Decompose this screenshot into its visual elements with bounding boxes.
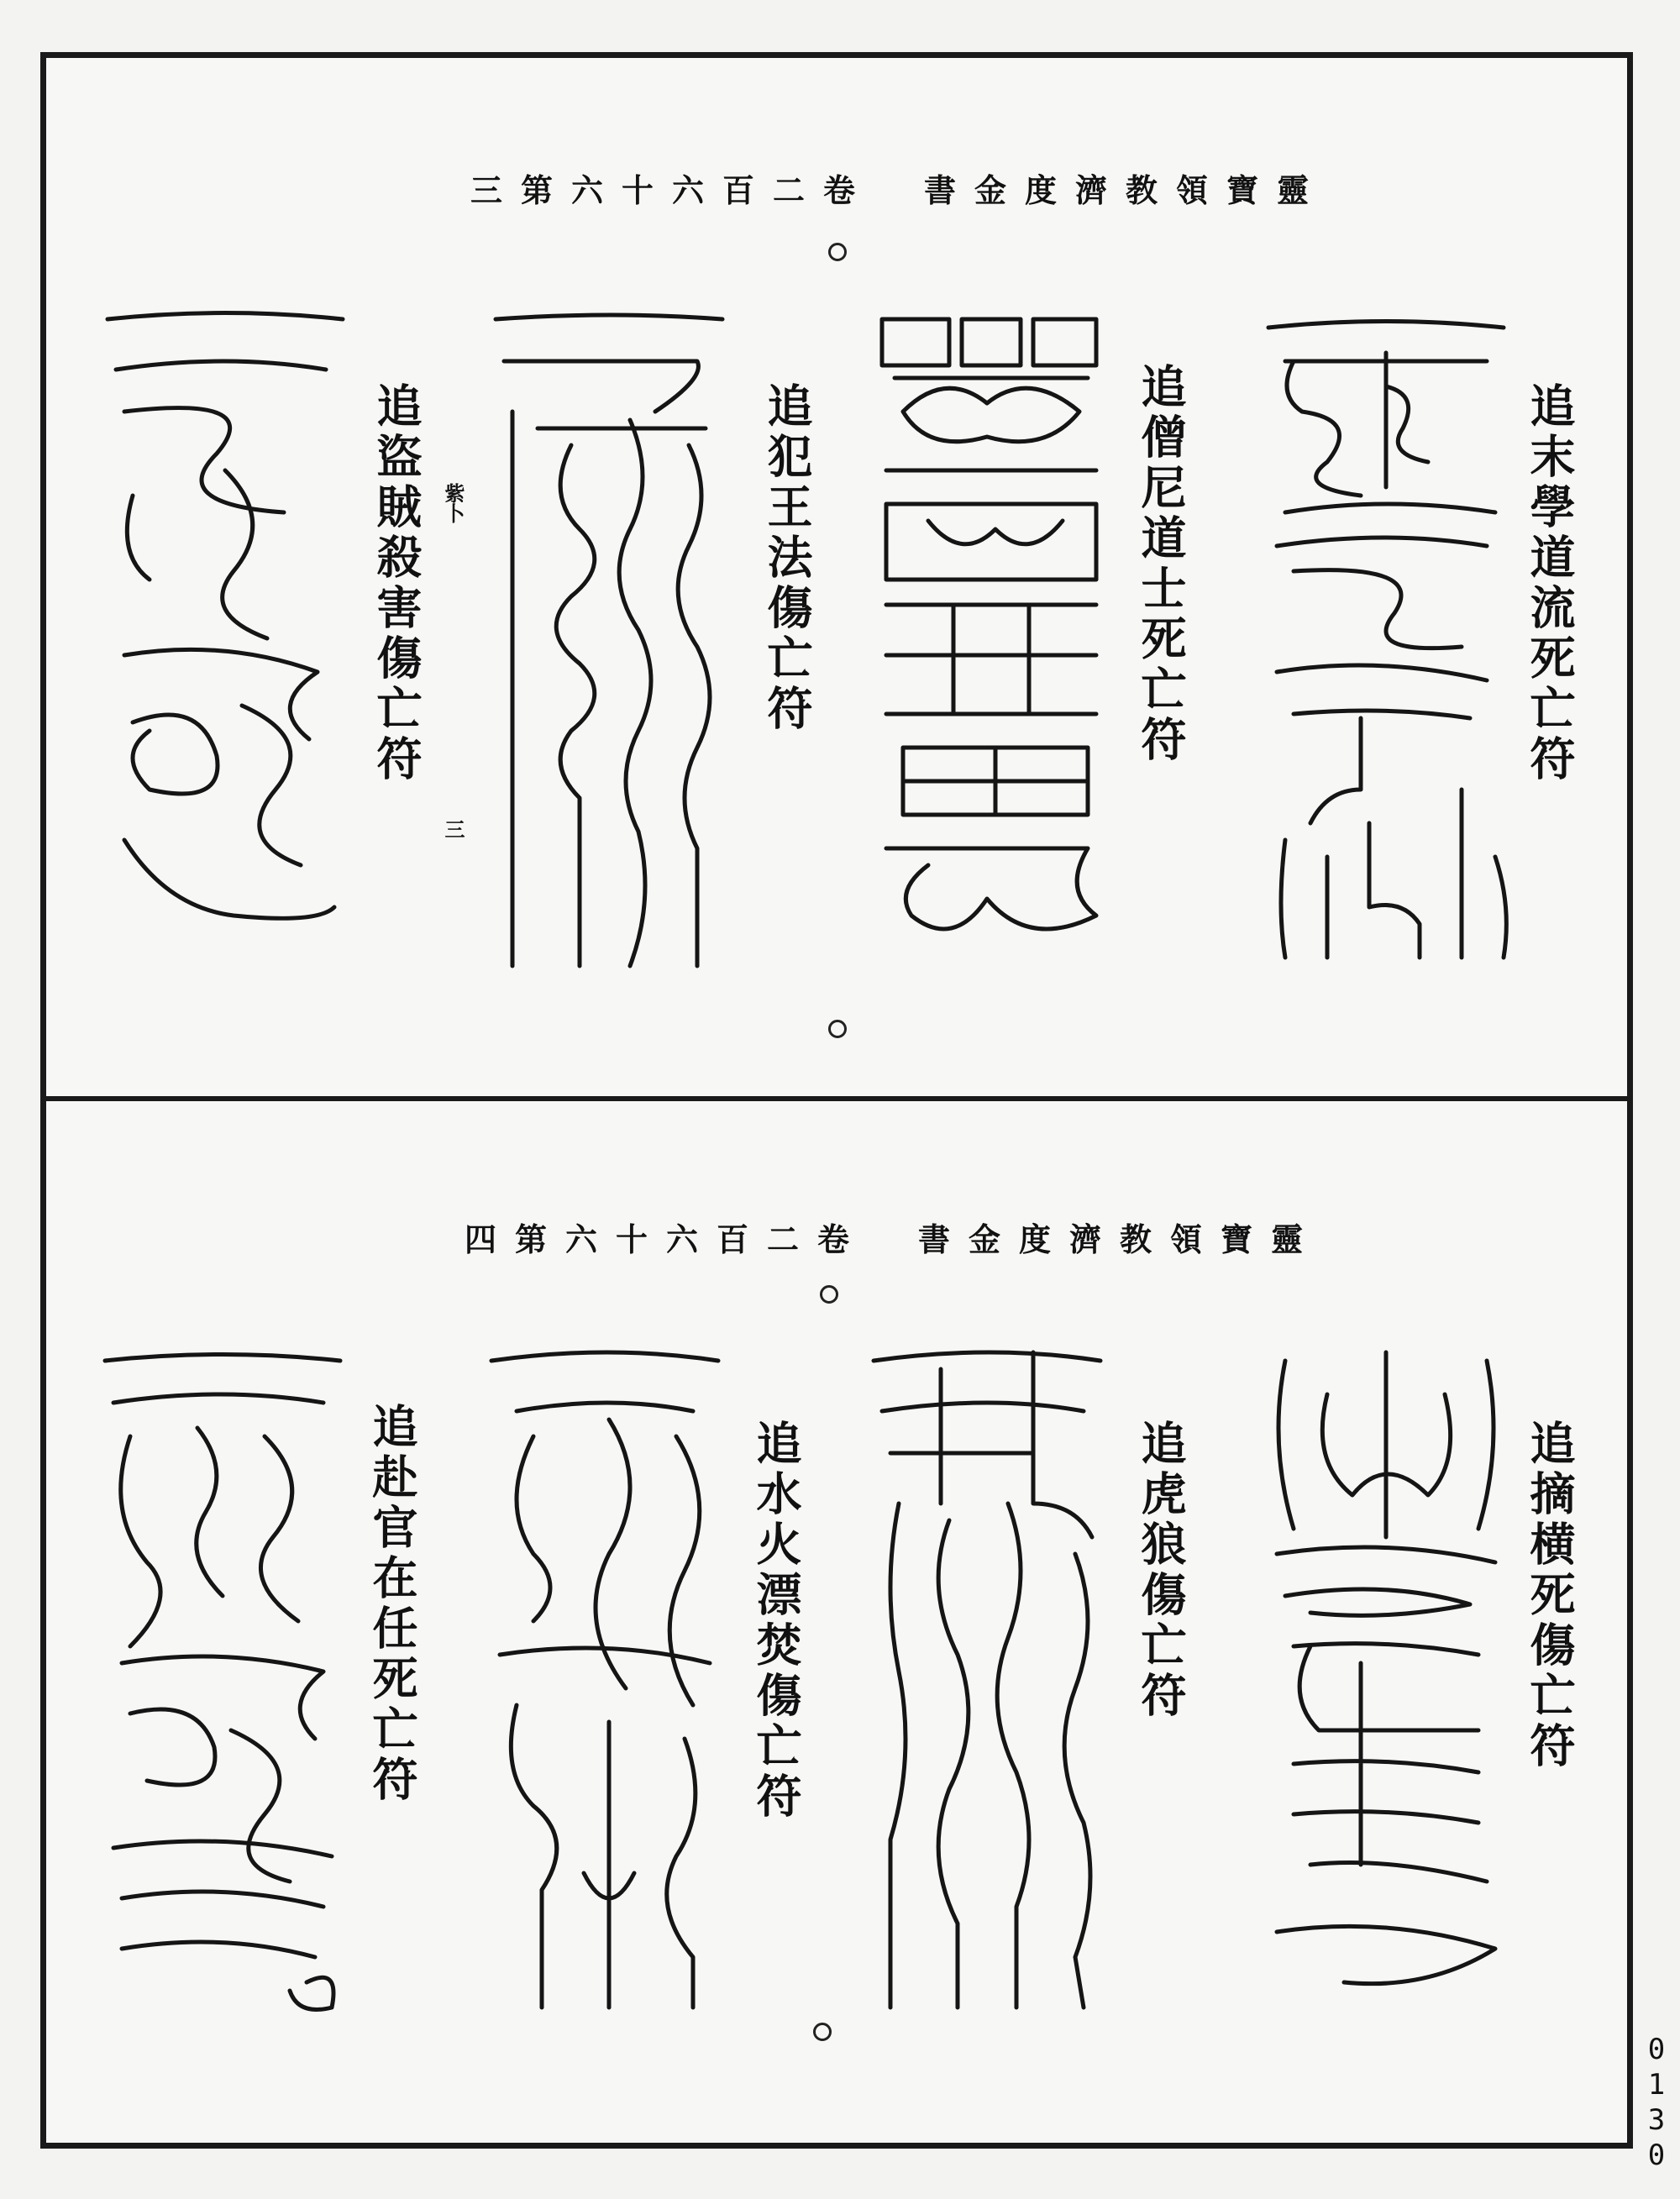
- bottom-title-4: 追赴官在任死亡符: [365, 1403, 419, 1806]
- top-title-4: 追盜賊殺害傷亡符: [370, 382, 423, 785]
- annotation-mark: 紫卜: [441, 483, 465, 523]
- binding-hole-icon: [813, 2023, 832, 2041]
- top-header: 三第六十六百二卷 書金度濟教領寶靈: [470, 171, 1328, 209]
- annotation-mark: 三: [441, 819, 465, 839]
- talisman-glyph: [487, 311, 731, 974]
- talisman-glyph: [483, 1336, 727, 2016]
- page-number: 0130: [1640, 2033, 1673, 2174]
- talisman-glyph: [1260, 1344, 1512, 2007]
- talisman-glyph: [97, 1344, 349, 2016]
- top-title-1: 追末學道流死亡符: [1523, 382, 1577, 785]
- bottom-title-2: 追虎狼傷亡符: [1134, 1420, 1188, 1722]
- bottom-title-1: 追摘横死傷亡符: [1523, 1420, 1577, 1772]
- bottom-title-3: 追水火漂焚傷亡符: [749, 1420, 803, 1823]
- binding-hole-icon: [828, 1020, 847, 1038]
- top-title-3: 追犯王法傷亡符: [760, 382, 814, 735]
- bottom-header: 四第六十六百二卷 書金度濟教領寶靈: [465, 1220, 1322, 1258]
- page-divider: [40, 1096, 1633, 1101]
- binding-hole-icon: [820, 1285, 838, 1304]
- binding-hole-icon: [828, 243, 847, 261]
- talisman-glyph: [99, 302, 351, 958]
- talisman-glyph: [878, 311, 1105, 966]
- talisman-glyph: [1260, 319, 1512, 966]
- top-title-2: 追僧尼道士死亡符: [1134, 363, 1188, 766]
- talisman-glyph: [865, 1336, 1109, 2016]
